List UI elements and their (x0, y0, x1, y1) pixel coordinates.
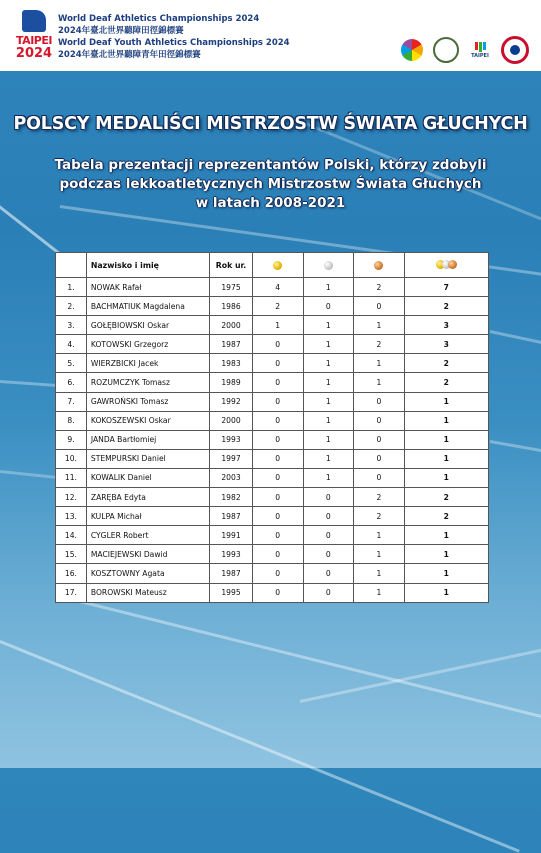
table-row (56, 392, 489, 411)
cell-bronze: 2 (354, 488, 405, 507)
partner-logos (401, 36, 529, 64)
table-row (56, 297, 489, 316)
cell-gold: 0 (252, 335, 303, 354)
track-line (0, 470, 60, 479)
cell-lp: 15. (56, 545, 87, 564)
sports-administration-emblem-icon (433, 37, 459, 63)
cell-total: 1 (404, 583, 488, 602)
logo-year-text: 2024 (15, 46, 53, 61)
cell-total: 1 (404, 526, 488, 545)
page-subtitle (0, 156, 541, 213)
cell-year: 2000 (210, 316, 253, 335)
cell-year: 1983 (210, 354, 253, 373)
cell-name: JANDA Bartłomiej (86, 430, 209, 449)
table-row (56, 583, 489, 602)
cell-bronze: 1 (354, 373, 405, 392)
cell-silver: 0 (303, 564, 354, 583)
header-line-1: World Deaf Athletics Championships 2024 (58, 14, 260, 24)
header-line-4: 2024年臺北世界聽障青年田徑錦標賽 (58, 50, 201, 60)
subtitle-line-1: Tabela prezentacji reprezentantów Polski, którzy zdobyli (54, 157, 487, 173)
cell-gold: 0 (252, 583, 303, 602)
cell-total: 7 (404, 278, 488, 297)
cell-total: 1 (404, 564, 488, 583)
gold-medal-icon (273, 261, 282, 270)
cell-year: 1987 (210, 564, 253, 583)
cell-gold: 4 (252, 278, 303, 297)
cell-year: 1991 (210, 526, 253, 545)
cell-lp: 8. (56, 411, 87, 430)
cell-silver: 1 (303, 449, 354, 468)
track-line (490, 440, 541, 453)
cell-total: 2 (404, 507, 488, 526)
table-row (56, 507, 489, 526)
cell-silver: 0 (303, 526, 354, 545)
silver-medal-icon (324, 261, 333, 270)
cell-bronze: 2 (354, 335, 405, 354)
table-row (56, 411, 489, 430)
cell-year: 1995 (210, 583, 253, 602)
cell-gold: 0 (252, 526, 303, 545)
cell-name: STEMPURSKI Daniel (86, 449, 209, 468)
cell-lp: 6. (56, 373, 87, 392)
header-lp (56, 253, 87, 278)
cell-total: 2 (404, 297, 488, 316)
cell-total: 1 (404, 449, 488, 468)
header-name: Nazwisko i imię (86, 253, 209, 278)
cell-gold: 0 (252, 488, 303, 507)
track-line (0, 380, 60, 387)
national-emblem-icon (501, 36, 529, 64)
cell-gold: 0 (252, 430, 303, 449)
cell-year: 1986 (210, 297, 253, 316)
cell-gold: 0 (252, 545, 303, 564)
cell-lp: 16. (56, 564, 87, 583)
cell-bronze: 1 (354, 545, 405, 564)
track-line (80, 600, 541, 724)
cell-name: WIERZBICKI Jacek (86, 354, 209, 373)
cell-name: BACHMATIUK Magdalena (86, 297, 209, 316)
bronze-medal-icon (374, 261, 383, 270)
subtitle-line-2: podczas lekkoatletycznych Mistrzostw Świata Głuchych (59, 176, 482, 192)
cell-silver: 0 (303, 297, 354, 316)
cell-bronze: 0 (354, 468, 405, 487)
cell-name: KULPA Michał (86, 507, 209, 526)
cell-gold: 0 (252, 449, 303, 468)
cell-name: CYGLER Robert (86, 526, 209, 545)
table-row (56, 430, 489, 449)
cell-year: 1992 (210, 392, 253, 411)
table-row (56, 468, 489, 487)
medal-total-icon (436, 260, 457, 269)
cell-gold: 0 (252, 354, 303, 373)
cell-silver: 1 (303, 373, 354, 392)
cell-gold: 2 (252, 297, 303, 316)
cell-bronze: 1 (354, 354, 405, 373)
table-row (56, 278, 489, 297)
header-year: Rok ur. (210, 253, 253, 278)
cell-total: 3 (404, 316, 488, 335)
cell-name: KOWALIK Daniel (86, 468, 209, 487)
cell-total: 2 (404, 354, 488, 373)
header-line-3: World Deaf Youth Athletics Championships 2024 (58, 38, 290, 48)
header-total (404, 253, 488, 278)
taipei-logo-text: TAIPEI (471, 52, 489, 59)
table-row (56, 335, 489, 354)
medal-table (55, 252, 489, 603)
cell-name: ZARĘBA Edyta (86, 488, 209, 507)
cell-silver: 1 (303, 392, 354, 411)
cell-bronze: 1 (354, 583, 405, 602)
table-row (56, 373, 489, 392)
header-gold (252, 253, 303, 278)
cell-total: 1 (404, 468, 488, 487)
page-title: POLSCY MEDALIŚCI MISTRZOSTW ŚWIATA GŁUCHYCH (13, 114, 528, 134)
pinwheel-logo-icon (401, 39, 423, 61)
cell-bronze: 0 (354, 392, 405, 411)
cell-year: 1993 (210, 430, 253, 449)
cell-bronze: 1 (354, 316, 405, 335)
table-row (56, 488, 489, 507)
cell-total: 1 (404, 545, 488, 564)
cell-bronze: 0 (354, 411, 405, 430)
cell-year: 1975 (210, 278, 253, 297)
cell-year: 2003 (210, 468, 253, 487)
cell-bronze: 1 (354, 564, 405, 583)
cell-name: BOROWSKI Mateusz (86, 583, 209, 602)
championship-logo (14, 10, 54, 62)
cell-year: 1987 (210, 335, 253, 354)
table-row (56, 354, 489, 373)
cell-silver: 1 (303, 468, 354, 487)
cell-name: GAWROŃSKI Tomasz (86, 392, 209, 411)
cell-name: KOTOWSKI Grzegorz (86, 335, 209, 354)
cell-year: 1997 (210, 449, 253, 468)
track-line (300, 638, 541, 703)
cell-gold: 0 (252, 468, 303, 487)
cell-lp: 17. (56, 583, 87, 602)
cell-silver: 1 (303, 411, 354, 430)
cell-year: 1982 (210, 488, 253, 507)
cell-silver: 1 (303, 430, 354, 449)
cell-year: 2000 (210, 411, 253, 430)
table-body (56, 278, 489, 603)
cell-name: NOWAK Rafał (86, 278, 209, 297)
cell-lp: 4. (56, 335, 87, 354)
cell-gold: 0 (252, 411, 303, 430)
cell-total: 2 (404, 488, 488, 507)
cell-total: 2 (404, 373, 488, 392)
cell-lp: 10. (56, 449, 87, 468)
cell-lp: 14. (56, 526, 87, 545)
table-row (56, 545, 489, 564)
cell-silver: 0 (303, 507, 354, 526)
header-banner (0, 0, 541, 71)
cell-lp: 13. (56, 507, 87, 526)
cell-gold: 0 (252, 507, 303, 526)
taipei-city-logo-icon (469, 39, 491, 61)
cell-silver: 0 (303, 545, 354, 564)
cell-total: 3 (404, 335, 488, 354)
track-line (490, 330, 541, 345)
header-line-2: 2024年臺北世界聽障田徑錦標賽 (58, 26, 184, 36)
cell-silver: 1 (303, 354, 354, 373)
cell-name: KOSZTOWNY Agata (86, 564, 209, 583)
cell-silver: 0 (303, 583, 354, 602)
cell-total: 1 (404, 430, 488, 449)
cell-lp: 12. (56, 488, 87, 507)
cell-silver: 1 (303, 316, 354, 335)
cell-name: MACIEJEWSKI Dawid (86, 545, 209, 564)
cell-year: 1993 (210, 545, 253, 564)
athlete-icon (22, 10, 46, 32)
cell-lp: 1. (56, 278, 87, 297)
cell-silver: 1 (303, 335, 354, 354)
header-silver (303, 253, 354, 278)
cell-lp: 3. (56, 316, 87, 335)
cell-total: 1 (404, 392, 488, 411)
cell-lp: 9. (56, 430, 87, 449)
cell-year: 1989 (210, 373, 253, 392)
table-row (56, 564, 489, 583)
table-row (56, 526, 489, 545)
cell-name: ROZUMCZYK Tomasz (86, 373, 209, 392)
table-header-row (56, 253, 489, 278)
cell-silver: 1 (303, 278, 354, 297)
table-row (56, 449, 489, 468)
cell-lp: 7. (56, 392, 87, 411)
cell-year: 1987 (210, 507, 253, 526)
cell-silver: 0 (303, 488, 354, 507)
cell-gold: 0 (252, 373, 303, 392)
cell-gold: 0 (252, 564, 303, 583)
cell-lp: 5. (56, 354, 87, 373)
cell-bronze: 1 (354, 526, 405, 545)
logo-taipei-text: TAIPEI (16, 34, 52, 47)
header-bronze (354, 253, 405, 278)
cell-bronze: 0 (354, 430, 405, 449)
cell-bronze: 2 (354, 278, 405, 297)
cell-lp: 11. (56, 468, 87, 487)
cell-bronze: 0 (354, 297, 405, 316)
cell-name: GOŁĘBIOWSKI Oskar (86, 316, 209, 335)
cell-bronze: 2 (354, 507, 405, 526)
header-titles (58, 13, 290, 61)
cell-gold: 1 (252, 316, 303, 335)
cell-name: KOKOSZEWSKI Oskar (86, 411, 209, 430)
cell-total: 1 (404, 411, 488, 430)
table-row (56, 316, 489, 335)
cell-bronze: 0 (354, 449, 405, 468)
cell-lp: 2. (56, 297, 87, 316)
cell-gold: 0 (252, 392, 303, 411)
subtitle-line-3: w latach 2008-2021 (195, 195, 346, 211)
